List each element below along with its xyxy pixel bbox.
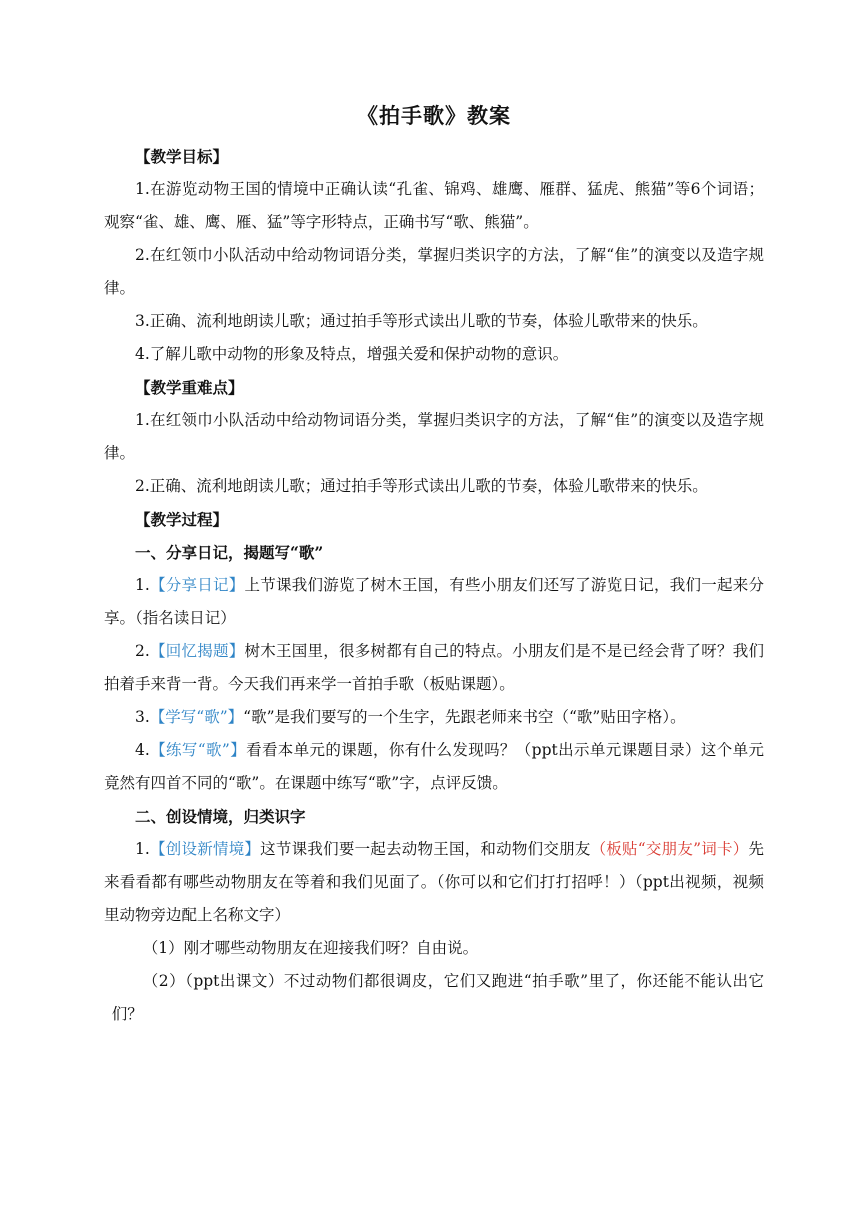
objectives-heading: 【教学目标】 bbox=[135, 147, 229, 166]
item-number: 1. bbox=[135, 576, 150, 594]
item-text: 树木王国里，很多树都有自己的特点。小朋友们是不是已经会背了呀？我们拍着手来背一背。今天我们再来学一首拍手歌（板贴课题）。 bbox=[104, 642, 764, 693]
board-note: （板贴“交朋友”词卡） bbox=[590, 840, 749, 858]
item-text: 这节课我们要一起去动物王国，和动物们交朋友 bbox=[260, 840, 591, 858]
objective-item-3: 3.正确、流利地朗读儿歌；通过拍手等形式读出儿歌的节奏，体验儿歌带来的快乐。 bbox=[135, 312, 708, 330]
key-points-heading: 【教学重难点】 bbox=[135, 378, 244, 397]
part1-item-3 bbox=[104, 701, 764, 734]
item-text-continued: 先来看看都有哪些动物朋友在等着和我们见面了。（你可以和它们打打招呼！）（ppt出视频，视频里动物旁边配上名称文字） bbox=[104, 840, 764, 924]
item-tag: 【回忆揭题】 bbox=[149, 642, 245, 660]
item-number: 3. bbox=[135, 708, 150, 726]
item-text: “歌”是我们要写的一个生字，先跟老师来书空（“歌”贴田字格）。 bbox=[243, 708, 686, 726]
item-tag: 【创设新情境】 bbox=[149, 840, 261, 858]
part2-subitem-2: （2）（ppt出课文）不过动物们都很调皮，它们又跑进“拍手歌”里了，你还能不能认出它们？ bbox=[111, 972, 764, 1023]
item-text: 看看本单元的课题，你有什么发现吗？（ppt出示单元课题目录）这个单元竟然有四首不同的“歌”。在课题中练写“歌”字，点评反馈。 bbox=[104, 741, 764, 792]
part1-item-2 bbox=[104, 635, 764, 701]
process-heading: 【教学过程】 bbox=[135, 510, 229, 529]
objective-item-1: 1.在游览动物王国的情境中正确认读“孔雀、锦鸡、雄鹰、雁群、猛虎、熊猫”等6个词语；观察“雀、雄、鹰、雁、猛”等字形特点，正确书写“歌、熊猫”。 bbox=[104, 180, 764, 231]
item-number: 4. bbox=[135, 741, 150, 759]
objective-item-4: 4.了解儿歌中动物的形象及特点，增强关爱和保护动物的意识。 bbox=[135, 345, 569, 363]
item-tag: 【分享日记】 bbox=[149, 576, 245, 594]
item-tag: 【学写“歌”】 bbox=[149, 708, 244, 726]
key-point-item-1: 1.在红领巾小队活动中给动物词语分类，掌握归类识字的方法，了解“隹”的演变以及造字规律。 bbox=[104, 411, 764, 462]
page-title: 《拍手歌》教案 bbox=[357, 103, 511, 128]
key-point-item-2: 2.正确、流利地朗读儿歌；通过拍手等形式读出儿歌的节奏，体验儿歌带来的快乐。 bbox=[135, 477, 708, 495]
part1-item-1 bbox=[104, 569, 764, 635]
part2-subitem-1: （1）刚才哪些动物朋友在迎接我们呀？自由说。 bbox=[142, 939, 479, 957]
item-text: 上节课我们游览了树木王国，有些小朋友们还写了游览日记，我们一起来分享。（指名读日记） bbox=[104, 576, 764, 627]
item-number: 2. bbox=[135, 642, 150, 660]
item-tag: 【练写“歌”】 bbox=[149, 741, 247, 759]
objective-item-2: 2.在红领巾小队活动中给动物词语分类，掌握归类识字的方法，了解“隹”的演变以及造字规律。 bbox=[104, 246, 764, 297]
part1-item-4 bbox=[104, 734, 764, 800]
part2-item-1 bbox=[104, 833, 764, 932]
item-number: 1. bbox=[135, 840, 150, 858]
part2-heading: 二、创设情境，归类识字 bbox=[135, 807, 306, 826]
part1-heading: 一、分享日记，揭题写“歌” bbox=[135, 543, 324, 562]
